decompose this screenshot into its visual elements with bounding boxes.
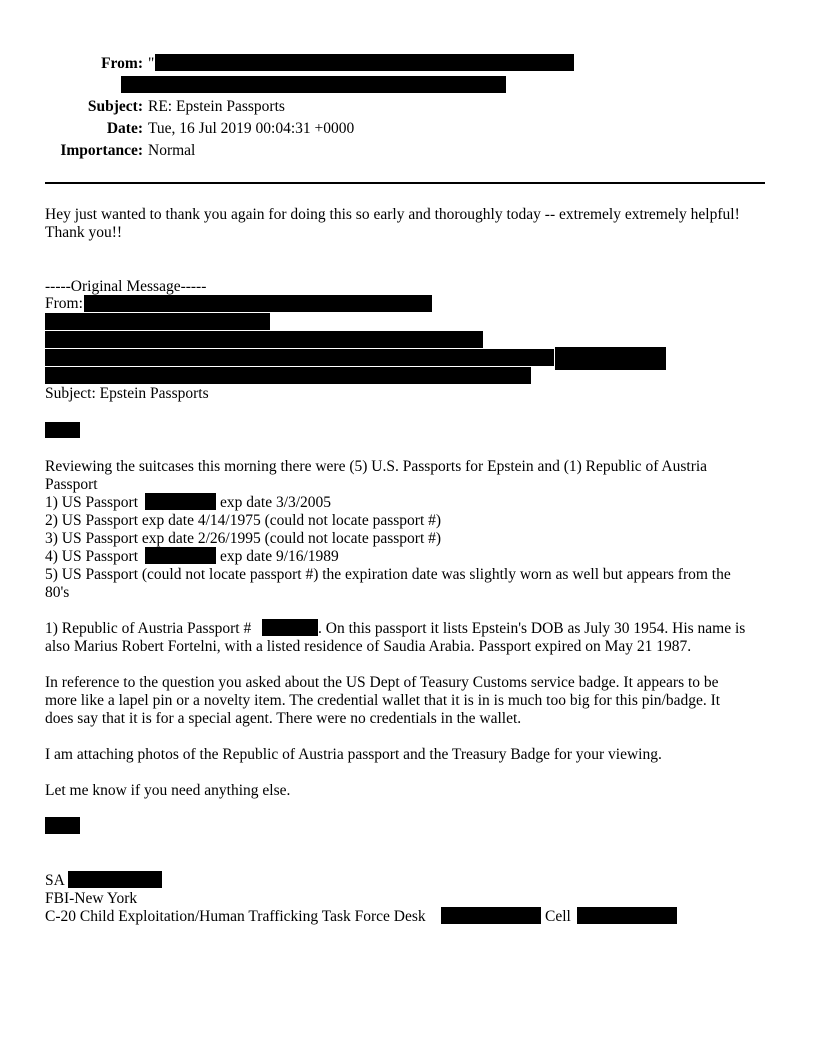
redaction-bar: [84, 295, 432, 312]
redaction-bar: [145, 547, 216, 564]
original-subject: Subject: Epstein Passports: [45, 385, 209, 402]
redaction-bar: [45, 313, 270, 330]
redaction-bar: [577, 907, 677, 924]
date-value: Tue, 16 Jul 2019 00:04:31 +0000: [148, 120, 355, 137]
intro-line-1: Reviewing the suitcases this morning there were (5) U.S. Passports for Epstein and (1) Republic of Austria: [45, 458, 708, 475]
redaction-bar: [155, 54, 574, 71]
signature-desk: C-20 Child Exploitation/Human Trafficking Task Force Desk: [45, 908, 426, 925]
importance-label: Importance:: [60, 142, 143, 159]
passport-item-1: 1) US Passport: [45, 494, 139, 511]
intro-line-2: Passport: [45, 476, 98, 493]
date-label: Date:: [106, 120, 143, 137]
redaction-bar: [262, 619, 318, 636]
passport-item-4-exp: exp date 9/16/1989: [220, 548, 339, 565]
passport-item-4: 4) US Passport: [45, 548, 139, 565]
redaction-bar: [45, 817, 80, 834]
redaction-bar: [555, 347, 666, 370]
from-label: From:: [101, 55, 143, 72]
signature-cell-label: Cell: [545, 908, 571, 925]
passport-item-2: 2) US Passport exp date 4/14/1975 (could not locate passport #): [45, 512, 442, 529]
signature-office: FBI-New York: [45, 890, 138, 907]
reply-line-2: Thank you!!: [45, 224, 123, 241]
redaction-bar: [45, 422, 80, 438]
austria-passport-line-2: also Marius Robert Fortelni, with a listed residence of Saudia Arabia. Passport expired on May 21 1987.: [45, 638, 692, 655]
redaction-bar: [441, 907, 541, 924]
badge-line-3: does say that it is for a special agent. There were no credentials in the wallet.: [45, 710, 522, 727]
importance-value: Normal: [148, 142, 196, 159]
redaction-bar: [45, 367, 531, 384]
passport-item-5-line-2: 80's: [45, 584, 70, 601]
passport-item-1-exp: exp date 3/3/2005: [220, 494, 332, 511]
signature-sa: SA: [45, 872, 65, 889]
badge-line-1: In reference to the question you asked about the US Dept of Teasury Customs service badge. It appears to be: [45, 674, 719, 691]
subject-value: RE: Epstein Passports: [148, 98, 285, 115]
subject-label: Subject:: [87, 98, 143, 115]
attachment-note: I am attaching photos of the Republic of Austria passport and the Treasury Badge for your viewing.: [45, 746, 662, 763]
redaction-bar: [45, 331, 483, 348]
closing-line: Let me know if you need anything else.: [45, 782, 291, 799]
original-message-divider: -----Original Message-----: [45, 278, 207, 295]
austria-passport-text: 1) Republic of Austria Passport #: [45, 620, 252, 637]
redaction-bar: [145, 493, 216, 510]
redaction-bar: [45, 349, 554, 366]
from-quote: ": [148, 55, 155, 72]
badge-line-2: more like a lapel pin or a novelty item. The credential wallet that it is in is much too big for this pin/badge. It: [45, 692, 721, 709]
passport-item-3: 3) US Passport exp date 2/26/1995 (could not locate passport #): [45, 530, 442, 547]
header-divider: [45, 182, 765, 184]
austria-passport-text-2: . On this passport it lists Epstein's DOB as July 30 1954. His name is: [318, 620, 746, 637]
redaction-bar: [68, 871, 162, 888]
redaction-bar: [121, 76, 506, 93]
passport-item-5-line-1: 5) US Passport (could not locate passport #) the expiration date was slightly worn as well but appears from the: [45, 566, 731, 583]
reply-line-1: Hey just wanted to thank you again for doing this so early and thoroughly today -- extremely extremely helpful!: [45, 206, 740, 223]
original-from-label: From:: [45, 295, 83, 312]
